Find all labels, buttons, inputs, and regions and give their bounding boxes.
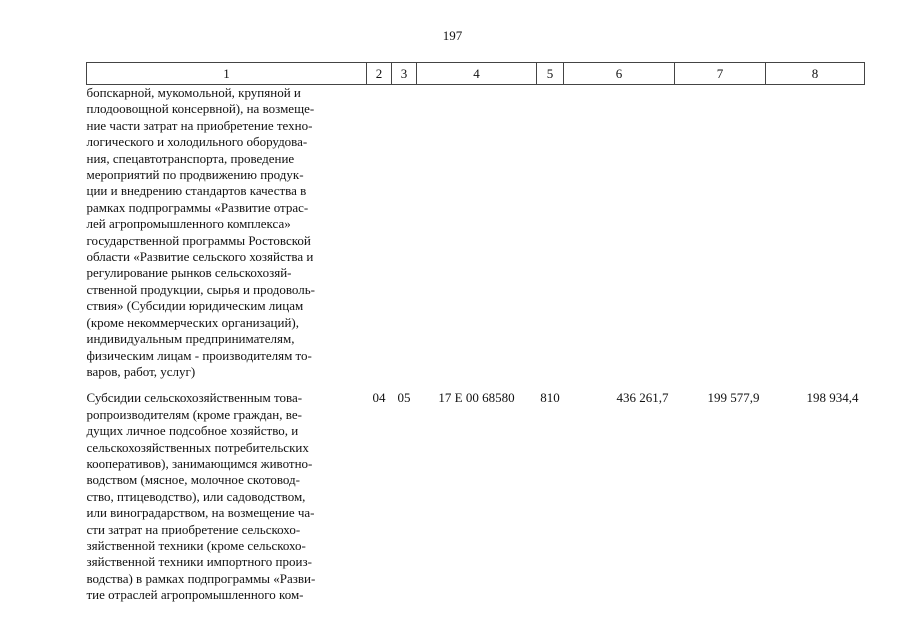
subsection-code-cell: 05 xyxy=(397,390,411,406)
column-header-8: 8 xyxy=(766,63,865,85)
column-header-3: 3 xyxy=(392,63,417,85)
description-line: сельскохозяйственных потребительских xyxy=(86,439,309,455)
description-line: ния, спецавтотранспорта, проведение xyxy=(86,150,295,166)
description-line: Субсидии сельскохозяйственным това- xyxy=(86,390,303,406)
description-line: дущих личное подсобное хозяйство, и xyxy=(86,423,299,439)
description-line: сти затрат на приобретение сельскохо- xyxy=(86,521,301,537)
amount-cell-6: 436 261,7 xyxy=(616,390,669,406)
description-line: рамках подпрограммы «Развитие отрас- xyxy=(86,199,309,215)
target-article-code-cell: 17 Е 00 68580 xyxy=(438,390,515,406)
expense-type-code-cell: 810 xyxy=(540,390,560,406)
budget-table xyxy=(86,62,865,604)
description-line: области «Развитие сельского хозяйства и xyxy=(86,249,314,265)
amount-cell-8: 198 934,4 xyxy=(806,390,859,406)
empty-cell xyxy=(564,85,675,381)
column-header-2: 2 xyxy=(367,63,392,85)
description-line: ропроизводителям (кроме граждан, ве- xyxy=(86,406,302,422)
column-header-4: 4 xyxy=(417,63,537,85)
description-line: водством (мясное, молочное скотовод- xyxy=(86,472,300,488)
empty-cell xyxy=(417,85,537,381)
column-header-5: 5 xyxy=(537,63,564,85)
description-line: тие отраслей агропромышленного ком- xyxy=(86,587,304,603)
page-number: 197 xyxy=(442,28,463,43)
empty-cell xyxy=(766,85,865,381)
column-header-6: 6 xyxy=(564,63,675,85)
description-line: кооперативов), занимающимся животно- xyxy=(86,455,313,471)
description-line: бопскарной, мукомольной, крупяной и xyxy=(86,85,301,100)
description-line: зяйственной техники импортного произ- xyxy=(86,554,312,570)
description-line: или виноградарством, на возмещение ча- xyxy=(86,505,315,521)
description-line: ственной продукции, сырья и продоволь- xyxy=(86,281,315,297)
description-line: индивидуальным предпринимателям, xyxy=(86,331,295,347)
description-line: регулирование рынков сельскохозяй- xyxy=(86,265,292,281)
description-line: государственной программы Ростовской xyxy=(86,232,311,248)
description-line: лей агропромышленного комплекса» xyxy=(86,216,291,232)
table-row xyxy=(87,380,865,603)
description-line: физическим лицам - производителям то- xyxy=(86,347,312,363)
description-line: плодоовощной консервной), на возмеще- xyxy=(86,101,315,117)
description-line: (кроме некоммерческих организаций), xyxy=(86,314,299,330)
description-line: водства) в рамках подпрограммы «Разви- xyxy=(86,570,316,586)
empty-cell xyxy=(367,85,392,381)
column-header-7: 7 xyxy=(675,63,766,85)
row-description xyxy=(87,380,367,603)
description-line: варов, работ, услуг) xyxy=(86,363,196,379)
description-line: зяйственной техники (кроме сельскохо- xyxy=(86,537,306,553)
row-description xyxy=(87,85,367,381)
empty-cell xyxy=(537,85,564,381)
description-line: ции и внедрению стандартов качества в xyxy=(86,183,307,199)
description-line: мероприятий по продвижению продук- xyxy=(86,167,304,183)
header-row xyxy=(87,63,865,85)
amount-cell-7: 199 577,9 xyxy=(707,390,760,406)
column-header-1: 1 xyxy=(87,63,367,85)
description-line: ство, птицеводство), или садоводством, xyxy=(86,488,306,504)
section-code-cell: 04 xyxy=(372,390,386,406)
description-line: ствия» (Субсидии юридическим лицам xyxy=(86,298,304,314)
empty-cell xyxy=(392,85,417,381)
empty-cell xyxy=(675,85,766,381)
table-row xyxy=(87,85,865,381)
description-line: ние части затрат на приобретение техно- xyxy=(86,117,313,133)
description-line: логического и холодильного оборудова- xyxy=(86,134,308,150)
